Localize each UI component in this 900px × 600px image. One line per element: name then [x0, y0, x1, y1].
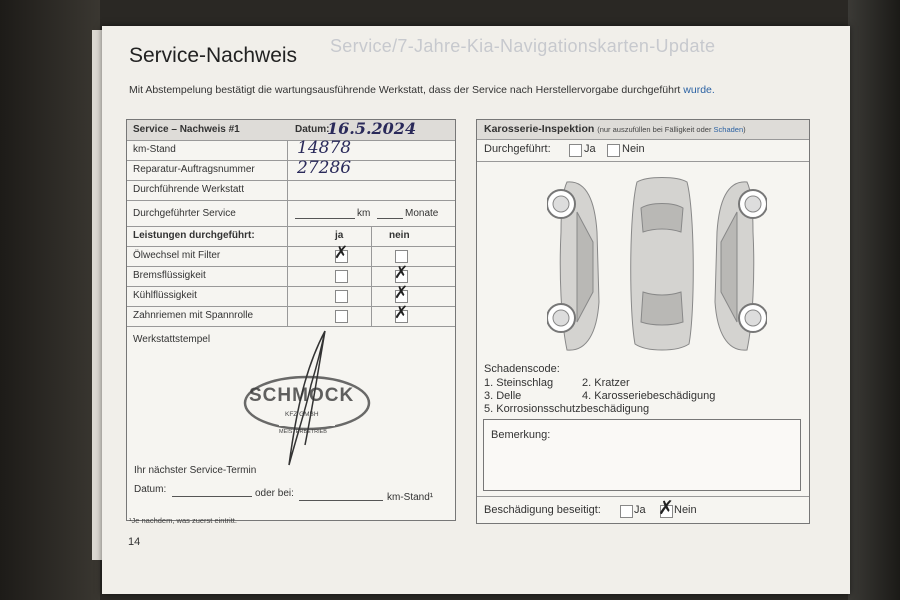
checkmark-icon: ✗: [394, 263, 409, 283]
page-number: 14: [128, 536, 141, 548]
stamp-sub2: MEISTERBETRIEB: [279, 429, 327, 435]
damage-code-item: 5. Korrosionsschutzbeschädigung: [484, 403, 650, 415]
performed-label: Durchgeführt:: [484, 143, 551, 155]
damage-code-item: 4. Karosseriebeschädigung: [582, 390, 716, 402]
checkmark-icon: ✗: [334, 243, 349, 263]
service-proof-form: [126, 119, 456, 521]
next-date-line[interactable]: [172, 496, 252, 497]
car-top-view: [631, 178, 694, 351]
date-handwritten[interactable]: 16.5.2024: [327, 119, 417, 138]
service-item-label: Bremsflüssigkeit: [133, 270, 206, 281]
workshop-label: Durchführende Werkstatt: [133, 184, 244, 195]
performed-ja-label: Ja: [584, 143, 596, 155]
fixed-ja-checkbox[interactable]: [620, 505, 633, 518]
service-row: [127, 200, 455, 227]
inspection-header: [477, 120, 809, 140]
remark-box[interactable]: [483, 419, 801, 491]
fixed-nein-label: Nein: [674, 504, 697, 516]
ja-checkbox[interactable]: [335, 290, 348, 303]
km-interval-line[interactable]: [295, 218, 355, 219]
ja-checkbox[interactable]: [335, 310, 348, 323]
service-item-label: Zahnriemen mit Spannrolle: [133, 310, 254, 321]
checkmark-icon: ✗: [394, 283, 409, 303]
nein-checkbox[interactable]: [395, 250, 408, 263]
km-label: km-Stand: [133, 144, 176, 155]
performed-nein-checkbox[interactable]: [607, 144, 620, 157]
inspection-title: Karosserie-Inspektion: [484, 123, 595, 135]
order-row: [127, 160, 455, 181]
damage-code-label: Schadenscode:: [484, 363, 560, 375]
nein-column-label: nein: [389, 230, 410, 241]
ja-column-label: ja: [335, 230, 344, 241]
page-subtitle: [129, 84, 715, 96]
damage-code-item: 2. Kratzer: [582, 377, 630, 389]
service-item-row: [127, 303, 455, 327]
signature: [267, 325, 337, 475]
ja-checkbox[interactable]: [335, 270, 348, 283]
inspection-title-note: (nur auszufüllen bei Fälligkeit oder Schaden): [597, 125, 746, 134]
km-handwritten[interactable]: 14878: [297, 138, 352, 158]
damage-fixed-row: [477, 496, 809, 524]
next-km-line[interactable]: [299, 500, 383, 501]
next-service-label: Ihr nächster Service-Termin: [134, 465, 257, 476]
checkmark-icon: ✗: [394, 303, 409, 323]
fixed-ja-label: Ja: [634, 504, 646, 516]
form-header-label: Service – Nachweis #1: [133, 124, 240, 135]
performed-row: [477, 139, 809, 162]
performed-nein-label: Nein: [622, 143, 645, 155]
checkmark-icon: ✗: [658, 497, 674, 519]
show-through-text: Service/7-Jahre-Kia-Navigationskarten-Update: [330, 36, 716, 56]
workshop-row: [127, 180, 455, 201]
stamp-label: Werkstattstempel: [133, 334, 211, 345]
km-unit: km: [357, 208, 371, 219]
damage-fixed-label: Beschädigung beseitigt:: [484, 504, 601, 516]
book-shadow-right: [848, 0, 900, 600]
km-row: [127, 140, 455, 161]
form-header-row: [127, 120, 455, 141]
car-diagram: [547, 172, 767, 362]
performed-ja-checkbox[interactable]: [569, 144, 582, 157]
damage-code-item: 3. Delle: [484, 390, 522, 402]
stamp-sub1: KFZ GMBH: [285, 411, 319, 418]
service-item-label: Kühlflüssigkeit: [133, 290, 197, 301]
service-label: Durchgeführter Service: [133, 208, 236, 219]
page-title: Service-Nachweis: [129, 44, 298, 67]
date-label: Datum:: [295, 124, 330, 135]
service-item-label: Ölwechsel mit Filter: [133, 250, 221, 261]
remark-label: Bemerkung:: [491, 429, 551, 441]
stamp-text: SCHMOCK: [249, 385, 355, 406]
order-label: Reparatur-Auftragsnummer: [133, 164, 255, 175]
or-label: oder bei:: [255, 488, 294, 499]
subtitle-end: wurde.: [683, 84, 715, 96]
km-stand-label: km-Stand¹: [387, 492, 434, 503]
performed-label: Leistungen durchgeführt:: [133, 230, 255, 241]
performed-header-row: [127, 226, 455, 247]
damage-code-item: 1. Steinschlag: [484, 377, 554, 389]
months-interval-line[interactable]: [377, 218, 403, 219]
months-unit: Monate: [405, 208, 439, 219]
book-shadow-left: [0, 0, 100, 600]
footnote: ¹Je nachdem, was zuerst eintritt.: [129, 516, 237, 525]
next-date-label: Datum:: [134, 484, 167, 495]
subtitle-main: Mit Abstempelung bestätigt die wartungsausführende Werkstatt, dass der Service nach Herstellervorgabe durchgeführt: [129, 84, 684, 96]
order-handwritten[interactable]: 27286: [297, 158, 352, 178]
